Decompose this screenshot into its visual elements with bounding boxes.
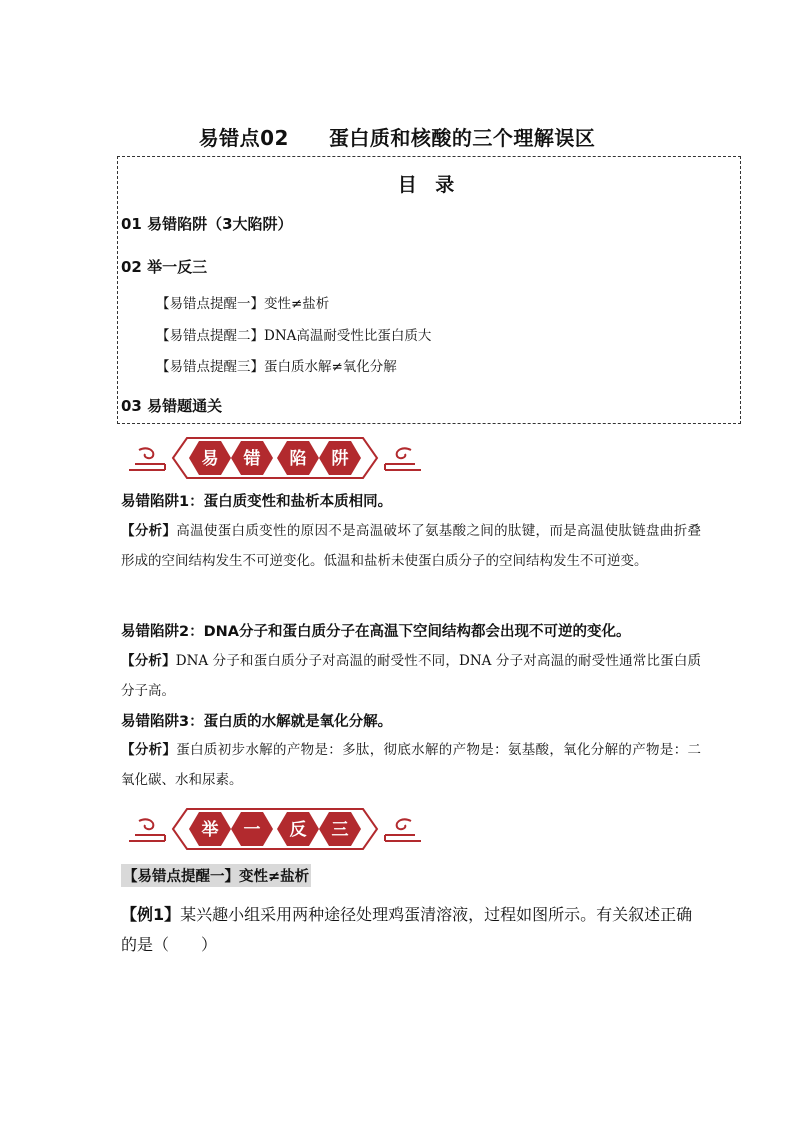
banner-char: 错 bbox=[243, 449, 261, 469]
analysis-text: 蛋白质初步水解的产物是：多肽，彻底水解的产物是：氨基酸，氧化分解的产物是：二氧化碳、水和尿素。 bbox=[121, 742, 702, 788]
banner-char: 三 bbox=[331, 820, 349, 840]
title-topic: 蛋白质和核酸的三个理解误区 bbox=[328, 126, 596, 150]
trap-heading: 易错陷阱3：蛋白质的水解就是氧化分解。 bbox=[121, 714, 393, 730]
toc-section-practice[interactable]: 03 易错题通关 bbox=[121, 397, 223, 415]
example-label: 【例1】 bbox=[121, 905, 181, 924]
page-title bbox=[0, 122, 794, 151]
analysis-label: 【分析】 bbox=[121, 653, 176, 669]
banner-char: 阱 bbox=[331, 449, 349, 469]
analysis-label: 【分析】 bbox=[121, 523, 177, 539]
banner-left-ornament bbox=[129, 819, 165, 841]
example-question bbox=[121, 900, 701, 960]
example-text: 某兴趣小组采用两种途径处理鸡蛋清溶液，过程如图所示。有关叙述正确的是（ ） bbox=[121, 905, 693, 954]
toc-item-tip2[interactable]: 【易错点提醒二】DNA高温耐受性比蛋白质大 bbox=[156, 328, 432, 344]
toc-heading: 目 录 bbox=[397, 174, 461, 196]
toc-section-examples[interactable]: 02 举一反三 bbox=[121, 258, 208, 276]
title-code: 易错点02 bbox=[198, 126, 289, 150]
banner-char: 一 bbox=[243, 820, 261, 840]
trap-heading: 易错陷阱2：DNA分子和蛋白质分子在高温下空间结构都会出现不可逆的变化。 bbox=[121, 624, 631, 640]
trap-analysis bbox=[121, 646, 701, 706]
banner-left-ornament bbox=[129, 448, 165, 470]
banner-char: 反 bbox=[289, 820, 307, 840]
toc-item-tip1[interactable]: 【易错点提醒一】变性≠盐析 bbox=[156, 296, 330, 312]
banner-char: 举 bbox=[201, 820, 219, 840]
analysis-label: 【分析】 bbox=[121, 742, 177, 758]
banner-right-ornament bbox=[385, 819, 421, 841]
trap-analysis bbox=[121, 735, 701, 795]
analysis-text: 高温使蛋白质变性的原因不是高温破坏了氨基酸之间的肽键，而是高温使肽链盘曲折叠形成的空间结构发生不可逆变化。低温和盐析未使蛋白质分子的空间结构发生不可逆变。 bbox=[121, 523, 702, 569]
banner-char: 陷 bbox=[289, 449, 307, 469]
toc-section-traps[interactable]: 01 易错陷阱（3大陷阱） bbox=[121, 215, 293, 233]
banner-char: 易 bbox=[201, 449, 219, 469]
toc-item-tip3[interactable]: 【易错点提醒三】蛋白质水解≠氧化分解 bbox=[156, 359, 397, 375]
banner-examples bbox=[125, 803, 425, 855]
banner-traps bbox=[125, 432, 425, 484]
tip-heading: 【易错点提醒一】变性≠盐析 bbox=[121, 864, 311, 887]
analysis-text: DNA 分子和蛋白质分子对高温的耐受性不同，DNA 分子对高温的耐受性通常比蛋白质分子高。 bbox=[121, 653, 702, 699]
trap-analysis bbox=[121, 516, 701, 576]
banner-right-ornament bbox=[385, 448, 421, 470]
trap-heading: 易错陷阱1：蛋白质变性和盐析本质相同。 bbox=[121, 494, 393, 510]
